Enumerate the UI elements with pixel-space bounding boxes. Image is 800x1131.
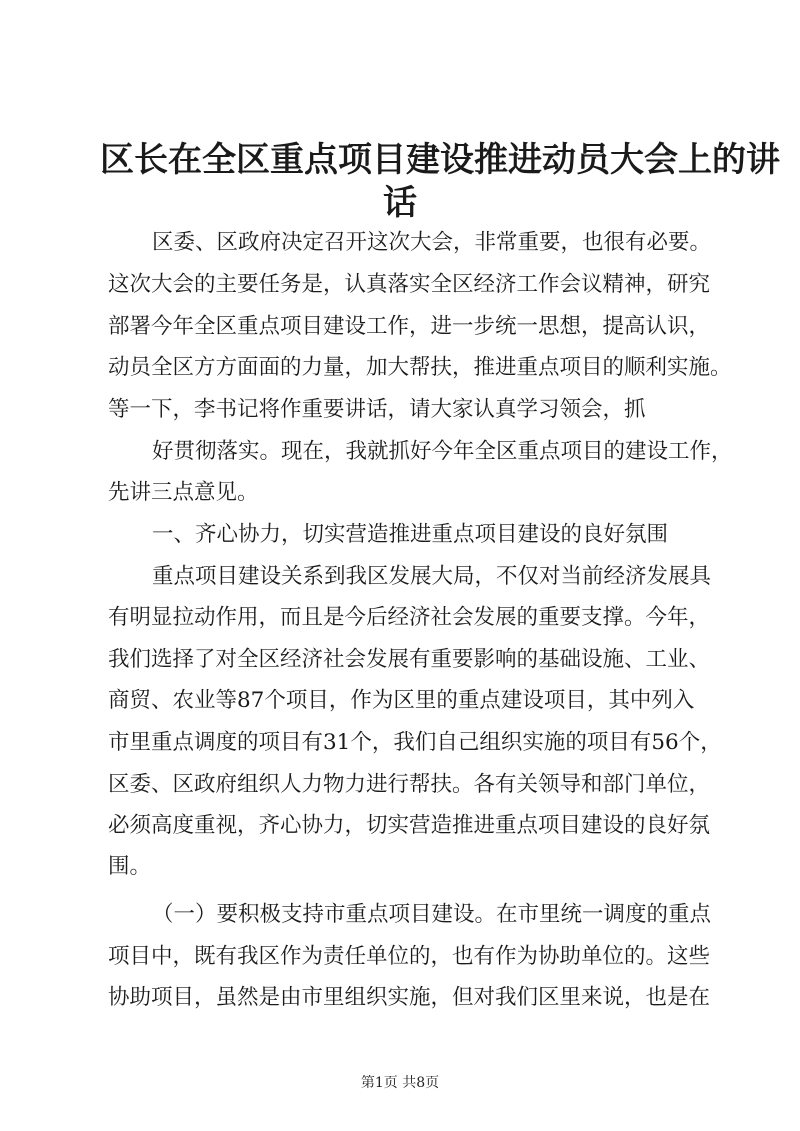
body-line: 协助项目，虽然是由市里组织实施，但对我们区里来说，也是在 bbox=[108, 985, 711, 1010]
body-line: 区委、区政府组织人力物力进行帮扶。各有关领导和部门单位， bbox=[108, 772, 711, 797]
body-line: 必须高度重视，齐心协力，切实营造推进重点项目建设的良好氛 bbox=[108, 813, 711, 838]
body-line: 重点项目建设关系到我区发展大局，不仅对当前经济发展具 bbox=[152, 564, 712, 589]
section-heading: 一、齐心协力，切实营造推进重点项目建设的良好氛围 bbox=[152, 522, 669, 547]
body-line: 商贸、农业等87个项目，作为区里的重点建设项目，其中列入 bbox=[108, 688, 695, 713]
body-line: 有明显拉动作用，而且是今后经济社会发展的重要支撑。今年， bbox=[108, 605, 711, 630]
document-title-line-2: 话 bbox=[383, 183, 417, 223]
body-line: 市里重点调度的项目有31个，我们自己组织实施的项目有56个， bbox=[108, 730, 722, 755]
body-line: 我们选择了对全区经济社会发展有重要影响的基础设施、工业、 bbox=[108, 647, 711, 672]
body-line: 项目中，既有我区作为责任单位的，也有作为协助单位的。这些 bbox=[108, 944, 711, 969]
body-line: 先讲三点意见。 bbox=[108, 480, 259, 505]
document-title-line-1: 区长在全区重点项目建设推进动员大会上的讲 bbox=[100, 140, 780, 180]
body-line: 等一下，李书记将作重要讲话，请大家认真学习领会，抓 bbox=[108, 397, 646, 422]
body-line: 好贯彻落实。现在，我就抓好今年全区重点项目的建设工作， bbox=[152, 439, 733, 464]
body-line: 部署今年全区重点项目建设工作，进一步统一思想，提高认识， bbox=[108, 314, 711, 339]
body-line: 这次大会的主要任务是，认真落实全区经济工作会议精神，研究 bbox=[108, 272, 711, 297]
subsection-heading: （一）要积极支持市重点项目建设。在市里统一调度的重点 bbox=[152, 902, 712, 927]
page-number-footer: 第1页 共8页 bbox=[360, 1075, 440, 1091]
body-line: 动员全区方方面面的力量，加大帮扶，推进重点项目的顺利实施。 bbox=[108, 355, 732, 380]
body-line: 区委、区政府决定召开这次大会，非常重要，也很有必要。 bbox=[152, 230, 712, 255]
body-line: 围。 bbox=[108, 854, 152, 879]
